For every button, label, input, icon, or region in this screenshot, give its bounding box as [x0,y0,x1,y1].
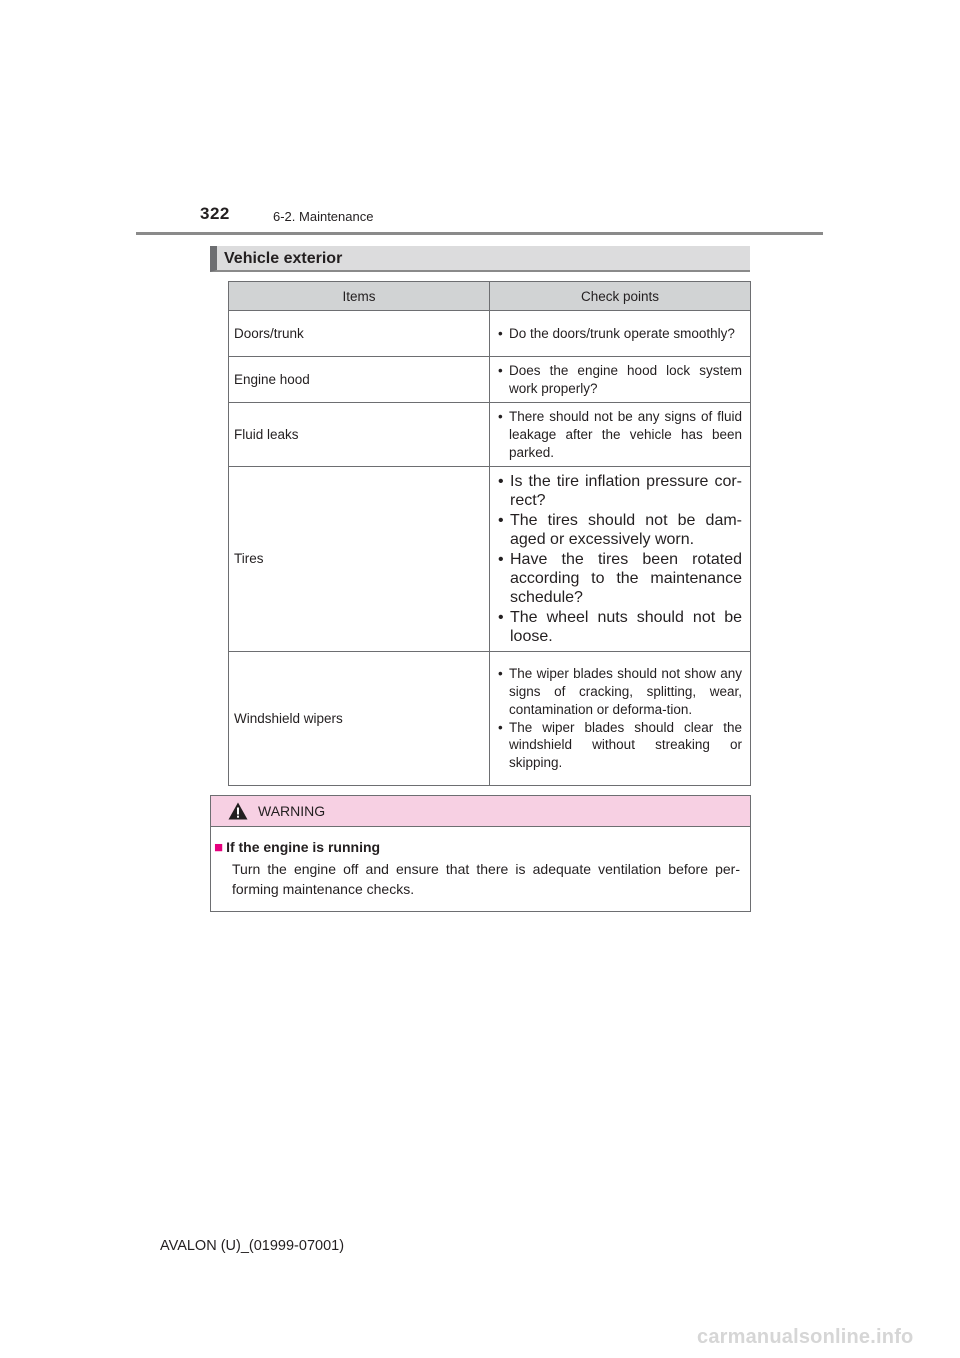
table-header-row [229,282,751,311]
pink-square-icon: ■ [214,839,224,856]
maintenance-check-table [228,281,751,786]
check-point: • The tires should not be dam-aged or excessively worn. [498,511,742,550]
warning-triangle-icon [228,802,248,820]
check-points-cell [490,311,751,357]
check-points-cell [490,357,751,403]
warning-text: Turn the engine off and ensure that there is adequate ventilation before per-forming maintenance checks. [232,861,740,897]
watermark: carmanualsonline.info [697,1326,914,1348]
column-header-items: Items [229,282,490,311]
check-point: • Do the doors/trunk operate smoothly? [498,325,742,343]
warning-box [210,795,751,912]
warning-header [211,796,750,827]
check-point: • Is the tire inflation pressure cor-rect? [498,472,742,511]
table-row [229,403,751,467]
item-cell: Tires [229,467,490,652]
table-row [229,651,751,785]
check-point: • The wheel nuts should not be loose. [498,608,742,647]
page-number: 322 [200,204,230,223]
check-points-cell [490,467,751,652]
item-cell: Engine hood [229,357,490,403]
warning-subheading-text: If the engine is running [226,839,381,855]
item-cell: Fluid leaks [229,403,490,467]
section-heading-title: Vehicle exterior [224,250,343,267]
warning-body [211,827,750,899]
table-row [229,467,751,652]
table-row [229,311,751,357]
check-point: • Does the engine hood lock system work properly? [498,362,742,398]
check-point: • Have the tires been rotated according to the maintenance schedule? [498,550,742,608]
item-cell: Windshield wipers [229,651,490,785]
check-point: • The wiper blades should not show any signs of cracking, splitting, wear, contamination or deforma-tion. [498,665,742,718]
check-point: • The wiper blades should clear the windshield without streaking or skipping. [498,719,742,772]
column-header-check-points: Check points [490,282,751,311]
check-points-cell [490,403,751,467]
header-rule [136,232,823,235]
table-row [229,357,751,403]
model-code: AVALON (U)_(01999-07001) [160,1238,345,1254]
section-heading [210,246,750,272]
warning-label: WARNING [258,803,326,819]
check-point: • There should not be any signs of fluid leakage after the vehicle has been parked. [498,408,742,461]
check-points-cell [490,651,751,785]
item-cell: Doors/trunk [229,311,490,357]
warning-subheading [214,839,740,856]
section-path: 6-2. Maintenance [273,209,374,224]
